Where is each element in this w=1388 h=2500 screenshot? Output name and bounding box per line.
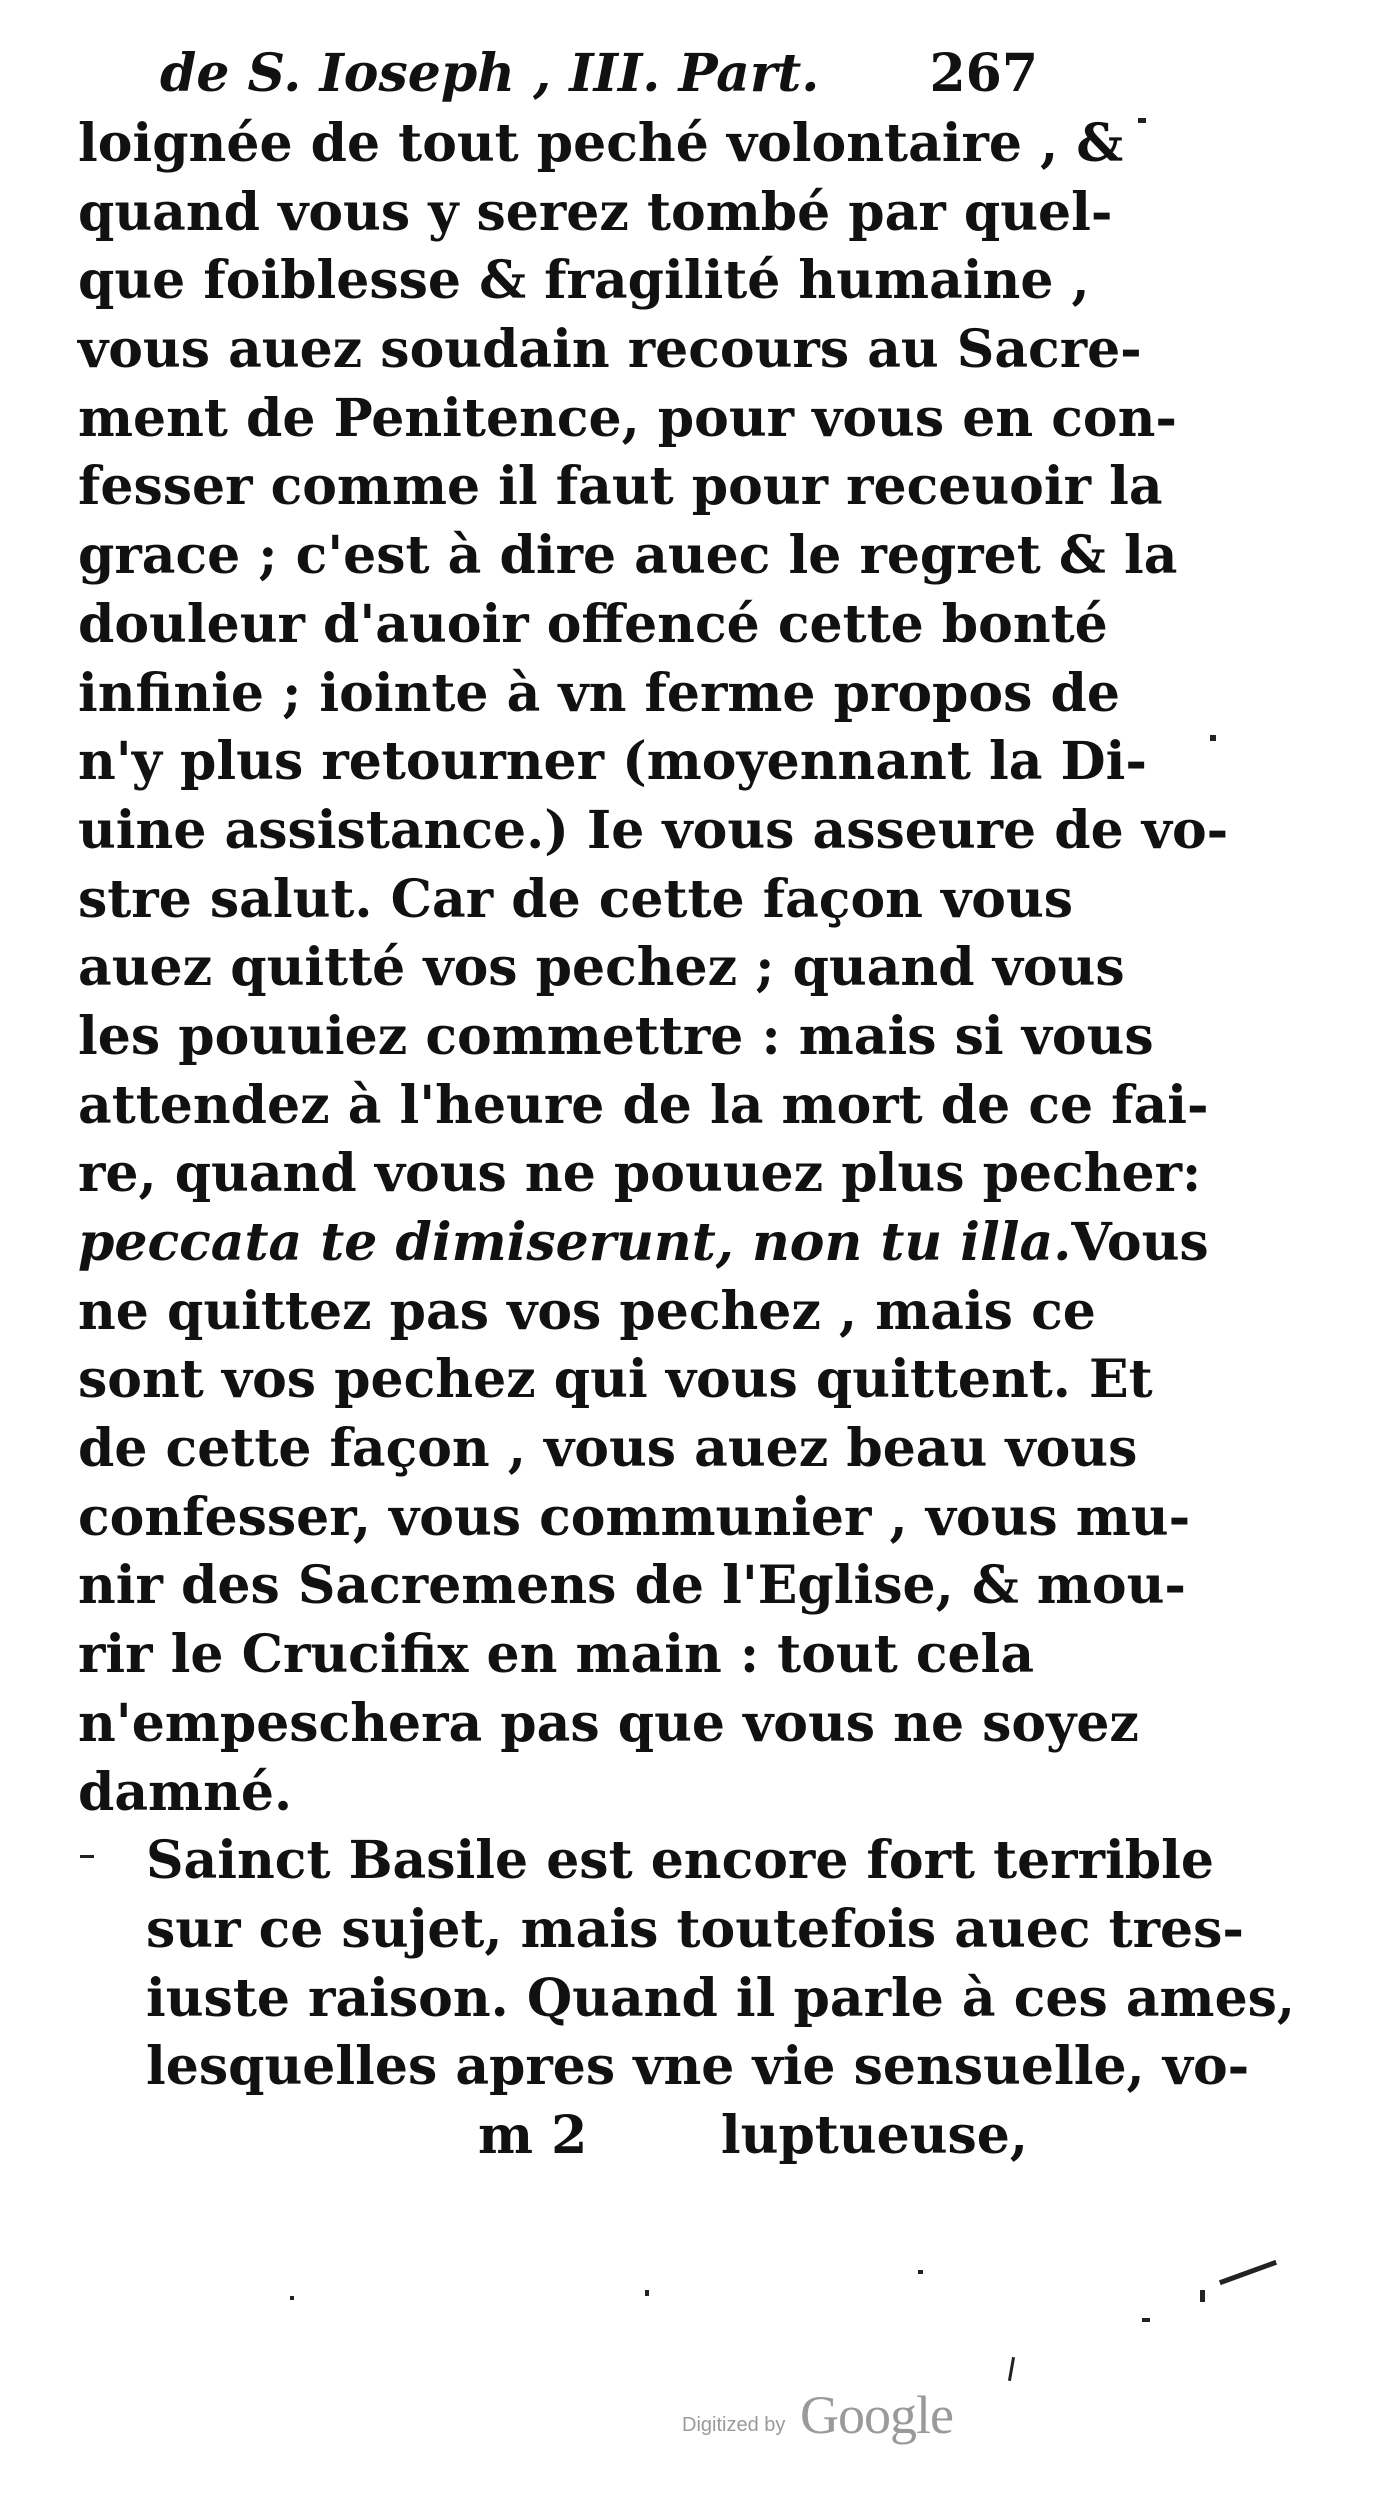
body-line: douleur d'auoir offencé cette bonté <box>78 593 1108 655</box>
page-footer <box>78 2102 1028 2170</box>
body-line: uine assistance.) Ie vous asseure de vo- <box>78 799 1229 861</box>
body-line: ment de Penitence, pour vous en con- <box>78 387 1177 449</box>
ink-speck <box>290 2296 294 2300</box>
ink-speck <box>1142 2318 1150 2322</box>
latin-quotation: peccata te dimiserunt, non tu illa. <box>78 1212 1072 1273</box>
ink-speck <box>1008 2357 1015 2381</box>
ink-speck <box>1219 2260 1277 2285</box>
latin-quotation-line <box>78 1209 1209 1278</box>
ink-speck <box>1210 735 1216 741</box>
body-line: sont vos pechez qui vous quittent. Et <box>78 1349 1153 1411</box>
body-line: infinie ; iointe à vn ferme propos de <box>78 662 1120 724</box>
text-column <box>78 38 1296 2170</box>
ink-speck <box>1138 118 1146 123</box>
ink-speck <box>645 2290 649 2296</box>
catchword: luptueuse, <box>720 2104 1028 2166</box>
page-number: 267 <box>929 43 1038 104</box>
body-line: ne quittez pas vos pechez , mais ce <box>78 1280 1096 1342</box>
body-line: fesser comme il faut pour receuoir la <box>78 456 1163 518</box>
body-line: auez quitté vos pechez ; quand vous <box>78 937 1125 999</box>
body-line: n'empeschera pas que vous ne soyez <box>78 1692 1139 1754</box>
signature-mark: m 2 <box>478 2104 588 2166</box>
paragraph-start-line: Sainct Basile est encore fort terrible <box>146 1830 1214 1892</box>
watermark-prefix: Digitized by <box>682 2414 786 2436</box>
body-line: nir des Sacremens de l'Eglise, & mou- <box>78 1555 1186 1617</box>
body-line: sur ce sujet, mais toutefois auec tres- <box>146 1898 1244 1960</box>
body-line: de cette façon , vous auez beau vous <box>78 1418 1138 1480</box>
body-line: que foiblesse & fragilité humaine , <box>78 250 1090 312</box>
body-line: quand vous y serez tombé par quel- <box>78 181 1113 243</box>
ink-speck <box>1200 2290 1205 2302</box>
body-line: attendez à l'heure de la mort de ce fai- <box>78 1074 1209 1136</box>
body-line: damné. <box>78 1761 293 1823</box>
body-line: re, quand vous ne pouuez plus pecher: <box>78 1143 1202 1205</box>
ink-speck <box>918 2270 923 2274</box>
body-line: loignée de tout peché volontaire , & <box>78 113 1124 174</box>
body-line: confesser, vous communier , vous mu- <box>78 1486 1191 1548</box>
body-line-tail: Vous <box>1071 1212 1209 1273</box>
ink-speck <box>80 1855 94 1858</box>
body-line: n'y plus retourner (moyennant la Di- <box>78 731 1147 793</box>
digitization-watermark <box>682 2380 982 2450</box>
body-line: grace ; c'est à dire auec le regret & la <box>78 525 1178 587</box>
body-line: les pouuiez commettre : mais si vous <box>78 1005 1154 1067</box>
body-line: lesquelles apres vne vie sensuelle, vo- <box>146 2036 1250 2098</box>
body-line: vous auez soudain recours au Sacre- <box>78 319 1142 381</box>
google-logo: Google <box>800 2385 953 2445</box>
body-line: iuste raison. Quand il parle à ces ames, <box>146 1967 1296 2029</box>
running-title: de S. Ioseph , III. Part. <box>160 43 820 104</box>
running-head <box>78 38 1038 110</box>
body-line: stre salut. Car de cette façon vous <box>78 868 1074 930</box>
body-line: rir le Crucifix en main : tout cela <box>78 1624 1035 1686</box>
